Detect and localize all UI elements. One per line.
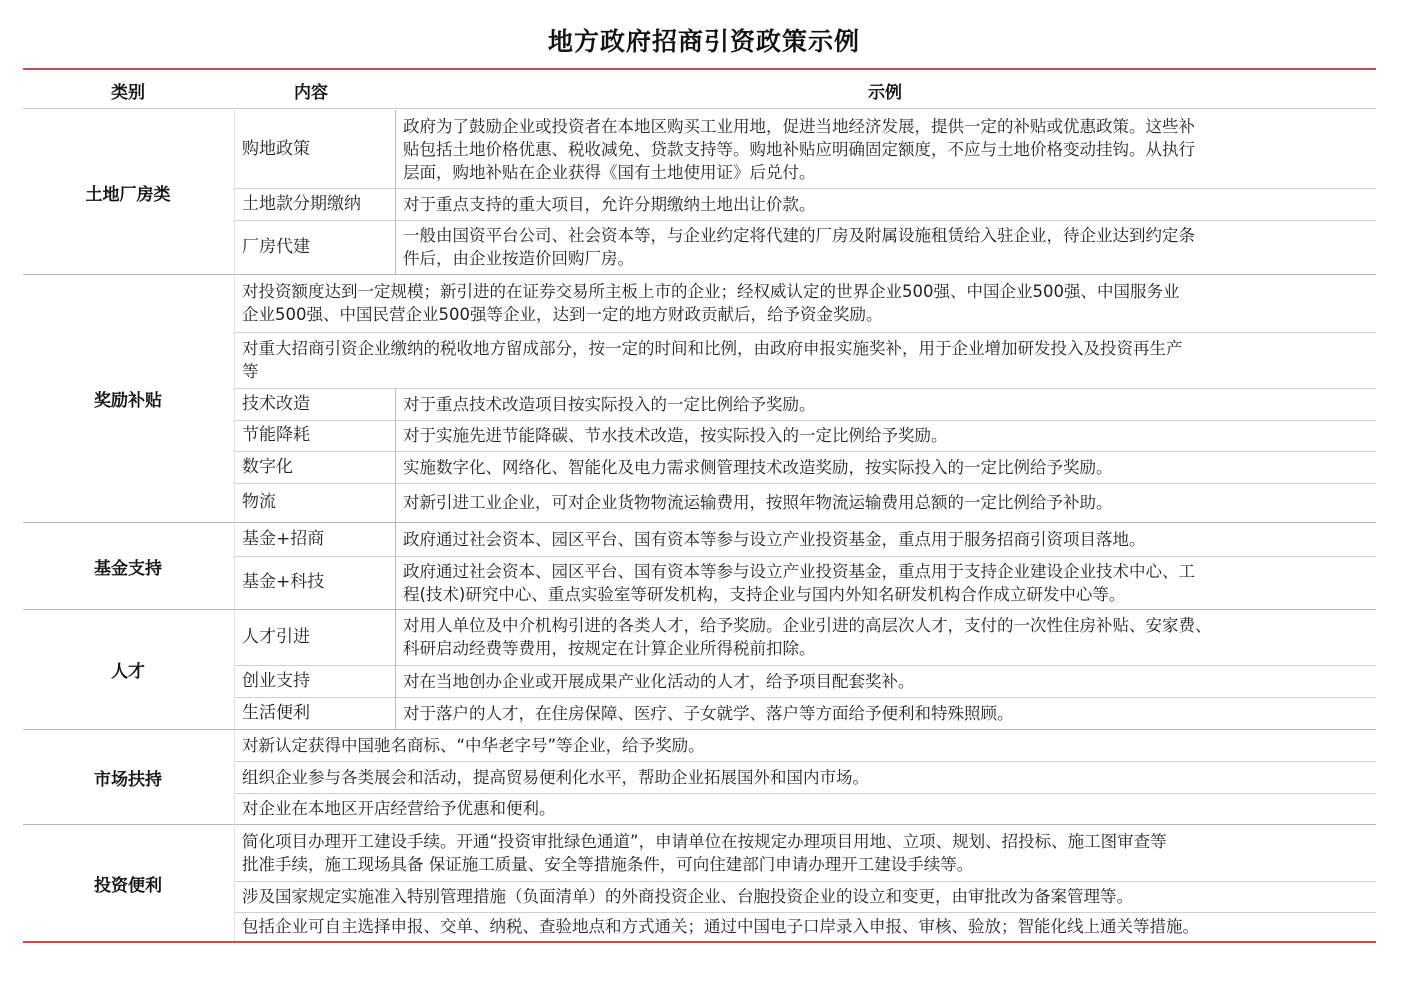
example-line: 实施数字化、网络化、智能化及电力需求侧管理技术改造奖励，按实际投入的一定比例给予奖励。 bbox=[403, 457, 1113, 477]
section-divider bbox=[23, 824, 1376, 825]
example-line: 层面，购地补贴在企业获得《国有土地使用证》后兑付。 bbox=[403, 162, 816, 182]
example-line: 对于落户的人才，在住房保障、医疗、子女就学、落户等方面给予便利和特殊照顾。 bbox=[403, 703, 1014, 723]
row-divider bbox=[235, 697, 1376, 698]
example-line: 程(技术)研究中心、重点实验室等研发机构，支持企业与国内外知名研发机构合作成立研发中心等。 bbox=[403, 584, 1126, 604]
example-text bbox=[242, 766, 1374, 789]
row-divider bbox=[235, 761, 1376, 762]
example-line: 企业500强、中国民营企业500强等企业，达到一定的地方财政贡献后，给予资金奖励。 bbox=[242, 305, 883, 324]
example-line: 对在当地创办企业或开展成果产业化活动的人才，给予项目配套奖补。 bbox=[403, 671, 915, 691]
category-column-divider bbox=[234, 609, 235, 729]
example-line: 对重大招商引资企业缴纳的税收地方留成部分，按一定的时间和比例，由政府申报实施奖补，用于企业增加研发投入及投资再生产 bbox=[242, 339, 1183, 358]
column-divider bbox=[395, 697, 396, 729]
content-label: 基金+科技 bbox=[242, 572, 325, 592]
row-divider bbox=[235, 220, 1376, 221]
category-column-divider bbox=[234, 274, 235, 522]
example-line: 简化项目办理开工建设手续。开通“投资审批绿色通道”，申请单位在按规定办理项目用地、立项、规划、招投标、施工图审查等 bbox=[242, 831, 1167, 851]
example-line: 政府通过社会资本、园区平台、国有资本等参与设立产业投资基金，重点用于支持企业建设企业技术中心、工 bbox=[403, 561, 1195, 581]
example-line: 包括企业可自主选择申报、交单、纳税、查验地点和方式通关；通过中国电子口岸录入申报、审核、验放；智能化线上通关等措施。 bbox=[242, 917, 1199, 936]
table-bottom-rule bbox=[23, 941, 1376, 943]
content-label: 人才引进 bbox=[242, 626, 310, 647]
content-label: 厂房代建 bbox=[242, 236, 310, 257]
example-text bbox=[403, 224, 1373, 270]
column-divider bbox=[395, 665, 396, 697]
example-line: 对新认定获得中国驰名商标、“中华老字号”等企业，给予奖励。 bbox=[242, 735, 705, 755]
example-line: 对于重点支持的重大项目，允许分期缴纳土地出让价款。 bbox=[403, 194, 816, 214]
row-divider bbox=[235, 420, 1376, 421]
example-text bbox=[403, 670, 1373, 693]
example-line: 对新引进工业企业，可对企业货物物流运输费用，按照年物流运输费用总额的一定比例给予补助。 bbox=[403, 493, 1113, 512]
content-label: 生活便利 bbox=[242, 702, 310, 723]
example-text bbox=[403, 115, 1373, 184]
category-column-divider bbox=[234, 522, 235, 609]
page-title: 地方政府招商引资政策示例 bbox=[547, 27, 860, 56]
row-divider bbox=[235, 332, 1376, 333]
category-label: 投资便利 bbox=[94, 875, 162, 896]
category-label: 土地厂房类 bbox=[85, 185, 171, 205]
category-column-divider bbox=[234, 110, 235, 274]
example-text bbox=[403, 614, 1373, 660]
column-divider bbox=[395, 388, 396, 420]
example-text bbox=[403, 193, 1373, 216]
example-text bbox=[242, 280, 1374, 326]
example-line: 科研启动经费等费用，按规定在计算企业所得税前扣除。 bbox=[403, 639, 816, 658]
content-label: 物流 bbox=[242, 492, 276, 512]
section-divider bbox=[23, 274, 1376, 275]
section-divider bbox=[23, 522, 1376, 523]
row-divider bbox=[235, 881, 1376, 882]
example-line: 对于实施先进节能降碳、节水技术改造，按实际投入的一定比例给予奖励。 bbox=[403, 426, 948, 445]
row-divider bbox=[235, 912, 1376, 913]
example-text bbox=[403, 702, 1373, 725]
content-label: 创业支持 bbox=[242, 670, 310, 691]
header-content: 内容 bbox=[294, 83, 328, 103]
content-label: 节能降耗 bbox=[242, 425, 310, 445]
category-label: 市场扶持 bbox=[94, 769, 162, 790]
row-divider bbox=[235, 388, 1376, 389]
content-label: 基金+招商 bbox=[242, 528, 325, 549]
column-divider bbox=[395, 609, 396, 665]
example-text bbox=[403, 424, 1373, 447]
example-text bbox=[242, 797, 1374, 820]
category-label: 奖励补贴 bbox=[94, 391, 162, 411]
example-text bbox=[403, 528, 1373, 551]
example-text bbox=[403, 456, 1373, 479]
row-divider bbox=[235, 188, 1376, 189]
section-divider bbox=[23, 609, 1376, 610]
example-line: 等 bbox=[242, 362, 259, 381]
example-line: 政府为了鼓励企业或投资者在本地区购买工业用地，促进当地经济发展，提供一定的补贴或优惠政策。这些补 bbox=[403, 116, 1195, 136]
example-line: 对投资额度达到一定规模；新引进的在证券交易所主板上市的企业；经权威认定的世界企业500强、中国企业500强、中国服务业 bbox=[242, 282, 1180, 301]
example-line: 组织企业参与各类展会和活动，提高贸易便利化水平，帮助企业拓展国外和国内市场。 bbox=[242, 767, 869, 787]
example-text bbox=[403, 393, 1373, 416]
example-line: 政府通过社会资本、园区平台、国有资本等参与设立产业投资基金，重点用于服务招商引资项目落地。 bbox=[403, 529, 1146, 549]
example-text bbox=[242, 915, 1374, 938]
table-top-rule bbox=[23, 68, 1376, 70]
section-divider bbox=[23, 729, 1376, 730]
row-divider bbox=[235, 556, 1376, 557]
category-column-divider bbox=[234, 729, 235, 824]
column-divider bbox=[395, 522, 396, 556]
example-line: 对用人单位及中介机构引进的各类人才，给予奖励。企业引进的高层次人才，支付的一次性住房补贴、安家费、 bbox=[403, 616, 1212, 635]
example-line: 一般由国资平台公司、社会资本等，与企业约定将代建的厂房及附属设施租赁给入驻企业，待企业达到约定条 bbox=[403, 226, 1195, 245]
category-column-divider bbox=[234, 824, 235, 941]
column-divider bbox=[395, 420, 396, 451]
row-divider bbox=[235, 793, 1376, 794]
example-line: 批准手续，施工现场具备 保证施工质量、安全等措施条件，可向住建部门申请办理开工建设手续等。 bbox=[242, 854, 974, 874]
row-divider bbox=[235, 483, 1376, 484]
column-divider bbox=[395, 483, 396, 522]
example-text bbox=[242, 830, 1374, 876]
example-text bbox=[403, 560, 1373, 606]
content-label: 数字化 bbox=[242, 456, 293, 477]
content-label: 土地款分期缴纳 bbox=[242, 193, 361, 214]
column-divider bbox=[395, 451, 396, 483]
example-text bbox=[242, 734, 1374, 757]
example-line: 对企业在本地区开店经营给予优惠和便利。 bbox=[242, 799, 556, 818]
row-divider bbox=[235, 451, 1376, 452]
header-example: 示例 bbox=[868, 83, 902, 103]
example-line: 对于重点技术改造项目按实际投入的一定比例给予奖励。 bbox=[403, 394, 816, 414]
content-label: 技术改造 bbox=[242, 393, 310, 414]
row-divider bbox=[235, 665, 1376, 666]
column-divider bbox=[395, 220, 396, 274]
example-text bbox=[242, 885, 1374, 908]
example-text bbox=[242, 337, 1374, 383]
content-label: 购地政策 bbox=[242, 138, 310, 159]
column-divider bbox=[395, 110, 396, 188]
header-divider bbox=[23, 108, 1376, 109]
column-divider bbox=[395, 556, 396, 609]
example-text bbox=[403, 491, 1373, 514]
header-category: 类别 bbox=[111, 83, 145, 103]
example-line: 涉及国家规定实施准入特别管理措施（负面清单）的外商投资企业、台胞投资企业的设立和变更，由审批改为备案管理等。 bbox=[242, 887, 1133, 906]
category-label: 人才 bbox=[111, 662, 145, 682]
column-divider bbox=[395, 188, 396, 220]
example-line: 件后，由企业按造价回购厂房。 bbox=[403, 249, 634, 268]
example-line: 贴包括土地价格优惠、税收减免、贷款支持等。购地补贴应明确固定额度，不应与土地价格变动挂钩。从执行 bbox=[403, 139, 1195, 159]
category-label: 基金支持 bbox=[94, 558, 162, 579]
